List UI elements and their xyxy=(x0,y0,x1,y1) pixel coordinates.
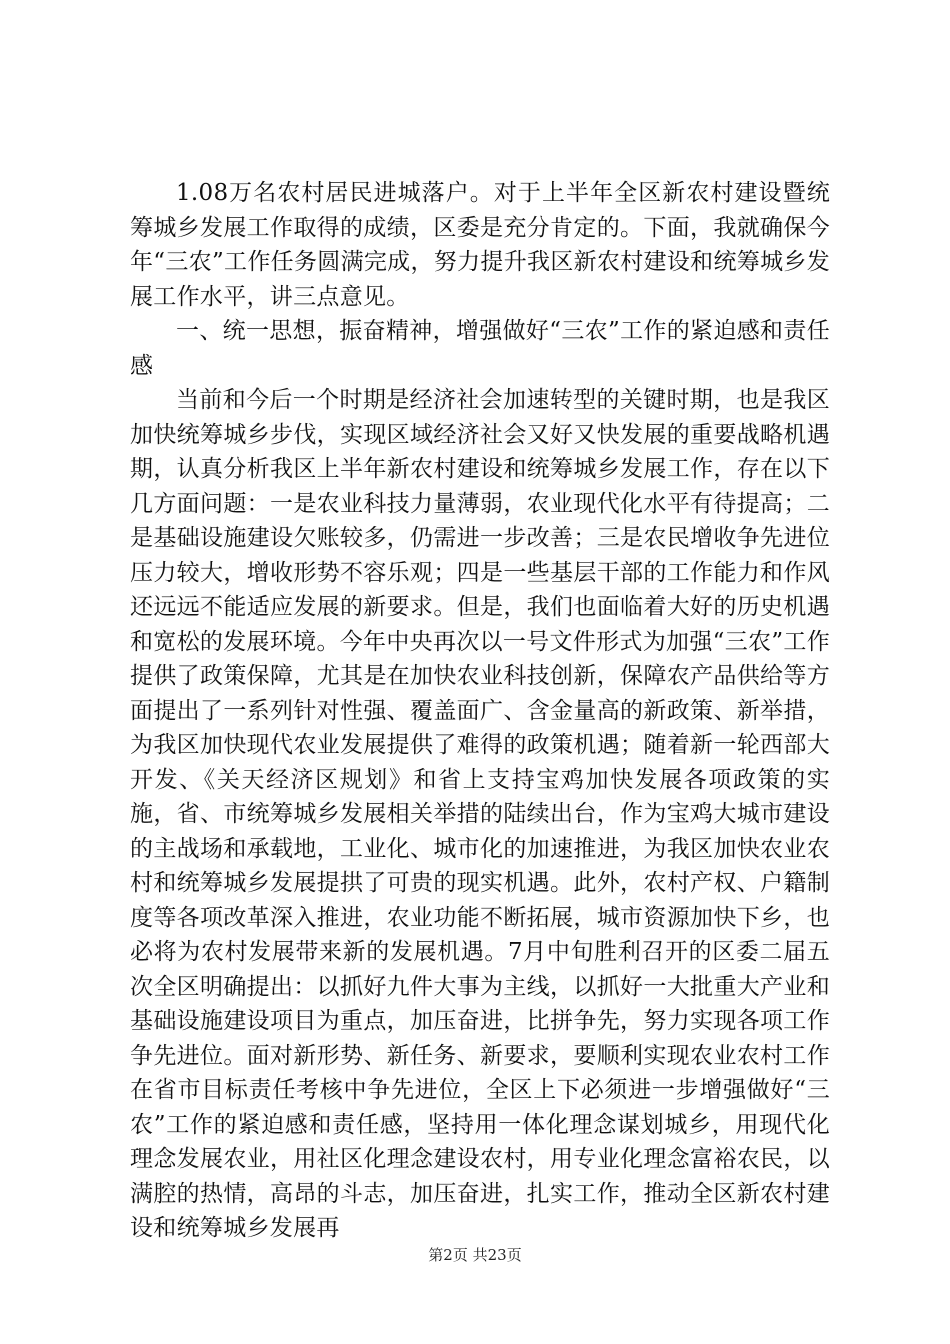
section-heading: 一、统一思想，振奋精神，增强做好“三农”工作的紧迫感和责任感 xyxy=(130,318,830,379)
page-footer: 第2页 共23页 xyxy=(428,1246,522,1264)
document-body xyxy=(130,176,830,1246)
paragraph-analysis: 当前和今后一个时期是经济社会加速转型的关键时期，也是我区加快统筹城乡步伐，实现区域经济社会又好又快发展的重要战略机遇期，认真分析我区上半年新农村建设和统筹城乡发展工作，存在以下几方面问题：一是农业科技力量薄弱，农业现代化水平有待提高；二是基础设施建设欠账较多，仍需进一步改善；三是农民增收争先进位压力较大，增收形势不容乐观；四是一些基层干部的工作能力和作风还远远不能适应发展的新要求。但是，我们也面临着大好的历史机遇和宽松的发展环境。今年中央再次以一号文件形式为加强“三农”工作提供了政策保障，尤其是在加快农业科技创新，保障农产品供给等方面提出了一系列针对性强、覆盖面广、含金量高的新政策、新举措，为我区加快现代农业发展提供了难得的政策机遇；随着新一轮西部大开发、《关天经济区规划》和省上支持宝鸡加快发展各项政策的实施，省、市统筹城乡发展相关举措的陆续出台，作为宝鸡大城市建设的主战场和承载地，工业化、城市化的加速推进，为我区加快农业农村和统筹城乡发展提拱了可贵的现实机遇。此外，农村产权、户籍制度等各项改革深入推进，农业功能不断拓展，城市资源加快下乡，也必将为农村发展带来新的发展机遇。7月中旬胜利召开的区委二届五次全区明确提出：以抓好九件大事为主线，以抓好一大批重大产业和基础设施建设项目为重点，加压奋进，比拼争先，努力实现各项工作争先进位。面对新形势、新任务、新要求，要顺利实现农业农村工作在省市目标责任考核中争先进位，全区上下必须进一步增强做好“三农”工作的紧迫感和责任感，坚持用一体化理念谋划城乡，用现代化理念发展农业，用社区化理念建设农村，用专业化理念富裕农民，以满腔的热情，高昂的斗志，加压奋进，扎实工作，推动全区新农村建设和统筹城乡发展再 xyxy=(130,387,830,1241)
paragraph-intro: 1.08万名农村居民进城落户。对于上半年全区新农村建设暨统筹城乡发展工作取得的成绩，区委是充分肯定的。下面，我就确保今年“三农”工作任务圆满完成，努力提升我区新农村建设和统筹城乡发展工作水平，讲三点意见。 xyxy=(130,180,830,310)
